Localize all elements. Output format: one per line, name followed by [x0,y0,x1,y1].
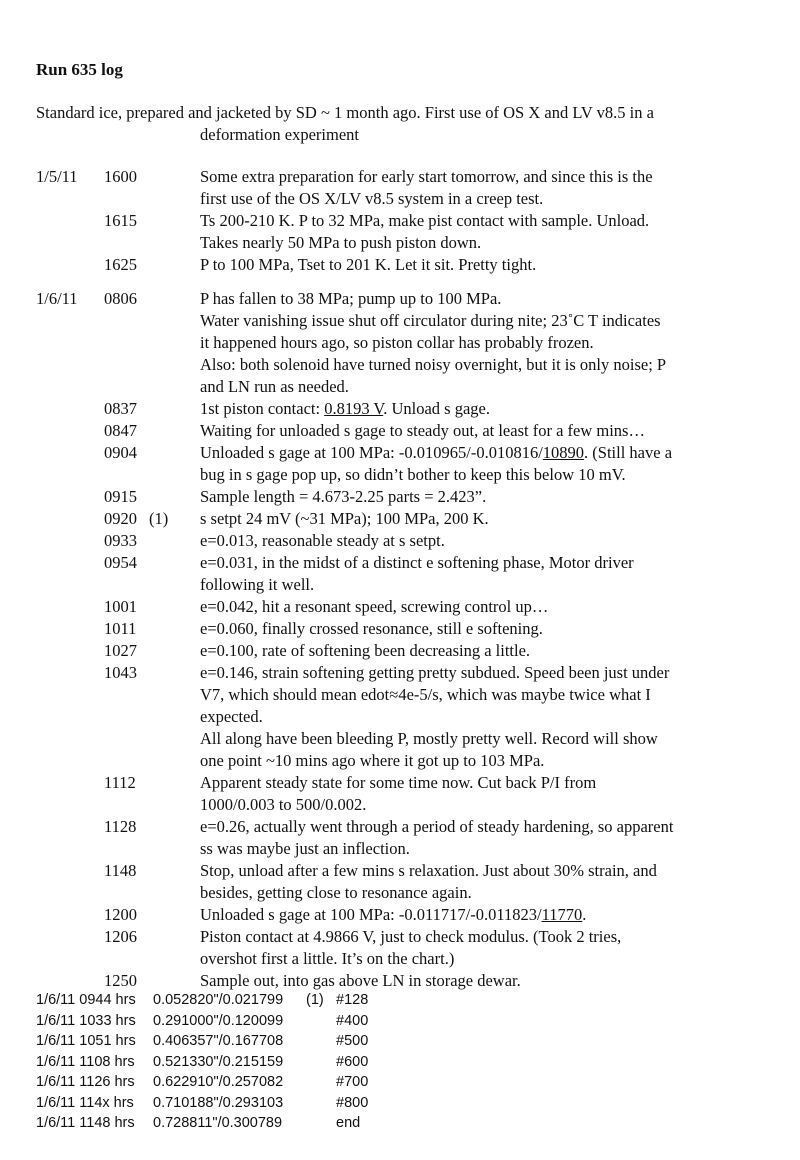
log-entry [36,420,776,442]
log-entry [36,860,776,904]
entry-text [200,772,776,816]
entry-text-post: . [582,905,587,924]
entry-line: Apparent steady state for some time now. Cut back P/I from [200,773,597,792]
summary-value: 0.291000"/0.120099 [153,1012,284,1029]
entry-text [200,970,776,992]
log-entry [36,210,776,254]
entry-line: besides, getting close to resonance again. [200,883,472,902]
entry-text-pre: Unloaded s gage at 100 MPa: -0.010965/-0.010816/ [200,443,543,462]
entry-line: overshot first a little. It’s on the chart.) [200,949,455,968]
entry-time: 1250 [104,971,137,990]
entry-time: 1128 [104,817,137,836]
summary-value: 0.521330"/0.215159 [153,1053,284,1070]
summary-datetime: 1/6/11 1148 hrs [36,1115,135,1131]
log-entry [36,816,776,860]
entry-time: 1625 [104,255,137,274]
entry-time: 1011 [104,619,137,638]
entry-text [200,926,776,970]
entry-line: P has fallen to 38 MPa; pump up to 100 MPa. [200,289,502,308]
entry-text-pre: 1st piston contact: [200,399,325,418]
log-entry [36,926,776,970]
entry-text-post: . (Still have a [584,443,673,462]
entry-line: e=0.031, in the midst of a distinct e softening phase, Motor driver [200,553,634,572]
summary-tag: #700 [336,1074,369,1090]
entry-line: e=0.042, hit a resonant speed, screwing control up… [200,597,549,616]
summary-datetime: 1/6/11 1033 hrs [36,1012,136,1029]
entry-time: 1200 [104,905,137,924]
summary-tag: #128 [336,992,369,1008]
summary-value: 0.622910"/0.257082 [153,1074,284,1090]
log-entry [36,166,776,210]
entry-line: one point ~10 mins ago where it got up to 103 MPa. [200,751,545,770]
entry-line: it happened hours ago, so piston collar has probably frozen. [200,333,594,352]
entry-line: and LN run as needed. [200,377,349,396]
entry-text [200,552,776,596]
entry-line: expected. [200,707,263,726]
entry-text [200,442,776,486]
entry-line: e=0.100, rate of softening been decreasing a little. [200,641,531,660]
entry-line: Ts 200-210 K. P to 32 MPa, make pist contact with sample. Unload. [200,211,650,230]
entry-time: 1112 [104,773,136,792]
entry-time: 1148 [104,861,137,880]
entry-text [200,904,776,926]
summary-tag: #500 [336,1033,369,1049]
entry-time: 0920 [104,509,137,528]
entry-underlined-value: 0.8193 V [324,399,384,418]
entry-text-post: . Unload s gage. [383,399,490,418]
summary-value: 0.728811"/0.300789 [153,1115,283,1131]
entry-line: Sample out, into gas above LN in storage dewar. [200,971,521,990]
entry-line: P to 100 MPa, Tset to 201 K. Let it sit. Pretty tight. [200,255,537,274]
entry-text [200,508,776,530]
entry-time: 1615 [104,211,137,230]
entry-line: V7, which should mean edot≈4e-5/s, which was maybe twice what I [200,685,651,704]
entry-line: Stop, unload after a few mins s relaxation. Just about 30% strain, and [200,861,657,880]
entry-text [200,860,776,904]
entry-note: (1) [149,509,169,528]
log-entry [36,772,776,816]
log-day-2 [36,288,776,992]
entry-underlined-value: 10890 [542,443,585,462]
entry-time: 1001 [104,597,137,616]
log-entry [36,508,776,530]
entry-line: Also: both solenoid have turned noisy overnight, but it is only noise; P [200,355,667,374]
entry-line: Piston contact at 4.9866 V, just to check modulus. (Took 2 tries, [200,927,622,946]
intro-line-1: Standard ice, prepared and jacketed by SD ~ 1 month ago. First use of OS X and LV v8.5 in a [36,103,654,122]
entry-line: e=0.013, reasonable steady at s setpt. [200,531,445,550]
entry-time: 0837 [104,399,137,418]
log-entry [36,442,776,486]
summary-tag: #400 [336,1012,369,1029]
entry-text [200,530,776,552]
entry-time: 0806 [104,289,137,308]
entry-time: 1043 [104,663,137,682]
log-day-1 [36,166,776,276]
entry-line: 1000/0.003 to 500/0.002. [200,795,367,814]
entry-text [200,288,776,398]
entry-time: 0954 [104,553,137,572]
entry-line: Water vanishing issue shut off circulator during nite; 23˚C T indicates [200,311,661,330]
log-entry [36,288,776,398]
entry-text [200,166,776,210]
entry-line [200,904,776,926]
entry-date: 1/5/11 [36,167,78,186]
entry-text [200,254,776,276]
summary-datetime: 1/6/11 1126 hrs [36,1074,135,1090]
entry-text [200,596,776,618]
entry-line: following it well. [200,575,315,594]
log-entry [36,904,776,926]
intro-line-2: deformation experiment [200,125,359,144]
entry-time: 1027 [104,641,137,660]
log-entry [36,398,776,420]
summary-value: 0.052820"/0.021799 [153,992,284,1008]
summary-datetime: 1/6/11 1108 hrs [36,1053,135,1070]
entry-text [200,210,776,254]
log-entry [36,970,776,992]
log-entry [36,618,776,640]
entry-time: 1206 [104,927,137,946]
summary-datetime: 1/6/11 1051 hrs [36,1033,136,1049]
summary-datetime: 1/6/11 0944 hrs [36,992,136,1008]
entry-line: e=0.146, strain softening getting pretty subdued. Speed been just under [200,663,670,682]
entry-text [200,420,776,442]
entry-time: 1600 [104,167,137,186]
intro-paragraph [36,102,654,146]
entry-line: Sample length = 4.673-2.25 parts = 2.423”. [200,487,487,506]
summary-datetime: 1/6/11 114x hrs [36,1094,134,1111]
summary-note: (1) [306,992,324,1008]
entry-line: e=0.060, finally crossed resonance, still e softening. [200,619,543,638]
entry-underlined-value: 11770 [541,905,583,924]
entry-line: e=0.26, actually went through a period of steady hardening, so apparent [200,817,674,836]
entry-line [200,442,776,464]
log-entry [36,596,776,618]
entry-text [200,398,776,420]
log-entry [36,254,776,276]
entry-text [200,640,776,662]
document-title: Run 635 log [36,60,123,79]
entry-line [200,398,776,420]
log-entry [36,662,776,772]
entry-line: All along have been bleeding P, mostly pretty well. Record will show [200,729,658,748]
entry-time: 0904 [104,443,137,462]
entry-text [200,486,776,508]
entry-line: s setpt 24 mV (~31 MPa); 100 MPa, 200 K. [200,509,489,528]
log-entry [36,530,776,552]
entry-line: first use of the OS X/LV v8.5 system in a creep test. [200,189,544,208]
log-entry [36,640,776,662]
summary-tag: #800 [336,1094,369,1111]
summary-value: 0.710188"/0.293103 [153,1094,284,1111]
entry-date: 1/6/11 [36,289,78,308]
entry-time: 0915 [104,487,137,506]
entry-line: Some extra preparation for early start tomorrow, and since this is the [200,167,653,186]
log-entry [36,552,776,596]
entry-text [200,816,776,860]
entry-time: 0933 [104,531,137,550]
entry-time: 0847 [104,421,137,440]
log-entry [36,486,776,508]
entry-line: Takes nearly 50 MPa to push piston down. [200,233,482,252]
summary-tag: end [336,1115,361,1131]
entry-line: bug in s gage pop up, so didn’t bother to keep this below 10 mV. [200,465,626,484]
summary-value: 0.406357"/0.167708 [153,1033,284,1049]
entry-text-pre: Unloaded s gage at 100 MPa: -0.011717/-0.011823/ [200,905,542,924]
summary-tag: #600 [336,1053,369,1070]
entry-line: Waiting for unloaded s gage to steady out, at least for a few mins… [200,421,645,440]
entry-line: ss was maybe just an inflection. [200,839,410,858]
entry-text [200,662,776,772]
entry-text [200,618,776,640]
